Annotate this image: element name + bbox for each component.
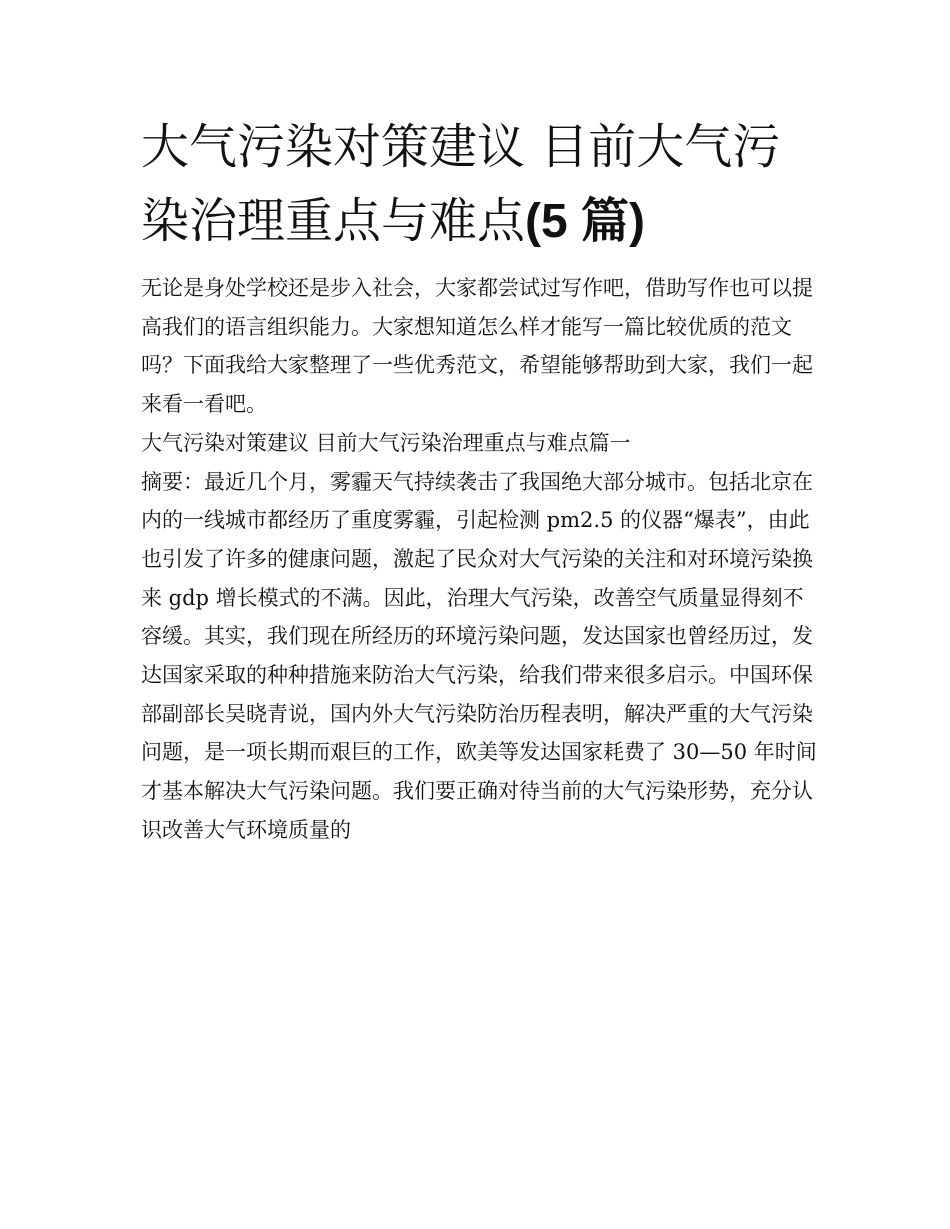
title-suffix: (5 篇)	[525, 195, 646, 248]
section-heading: 大气污染对策建议 目前大气污染治理重点与难点篇一	[141, 430, 631, 455]
document-page	[141, 110, 821, 850]
document-title	[141, 110, 821, 259]
title-text: 大气污染对策建议 目前大气污染治理重点与难点	[141, 119, 781, 249]
intro-paragraph: 无论是身处学校还是步入社会，大家都尝试过写作吧，借助写作也可以提高我们的语言组织能力。大家想知道怎么样才能写一篇比较优质的范文吗？下面我给大家整理了一些优秀范文，希望能够帮助到大家，我们一起来看一看吧。	[141, 276, 813, 417]
body-paragraph: 摘要：最近几个月，雾霾天气持续袭击了我国绝大部分城市。包括北京在内的一线城市都经历了重度雾霾，引起检测 pm2.5 的仪器“爆表”，由此也引发了许多的健康问题，激起了民众对大气污染的关注和对环境污染换来 gdp 增长模式的不满。因此，治理大气污染，改善空气质量显得刻不容缓。其实，我们现在所经历的环境污染问题，发达国家也曾经历过，发达国家采取的种种措施来防治大气污染，给我们带来很多启示。中国环保部副部长吴晓青说，国内外大气污染防治历程表明，解决严重的大气污染问题，是一项长期而艰巨的工作，欧美等发达国家耗费了 30—50 年时间才基本解决大气污染问题。我们要正确对待当前的大气污染形势，充分认识改善大气环境质量的	[141, 469, 817, 842]
